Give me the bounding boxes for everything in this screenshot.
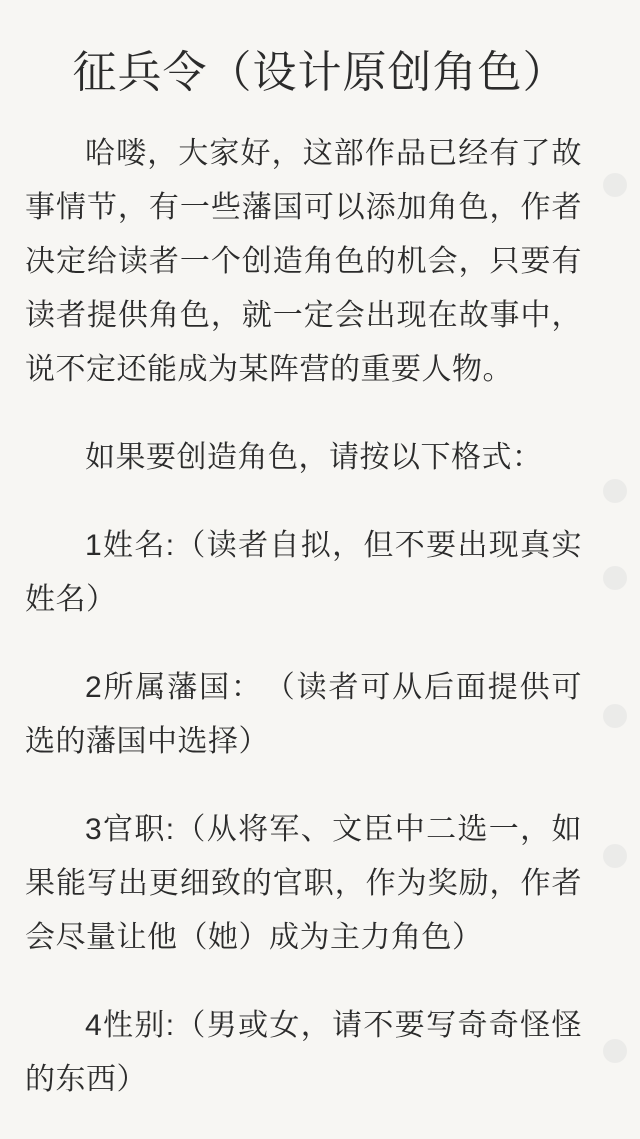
paragraph: 2所属藩国： （读者可从后面提供可选的藩国中选择） [25,671,582,758]
paragraph-comment-dot[interactable] [603,704,627,728]
paragraph-comment-dot[interactable] [603,566,627,590]
chapter-title: 征兵令（设计原创角色） [72,48,568,97]
paragraph: 3官职:（从将军、文臣中二选一，如果能写出更细致的官职，作为奖励，作者会尽量让他（她）成为主力角色） [25,813,582,954]
paragraph: 4性别:（男或女，请不要写奇奇怪怪的东西） [25,1009,582,1096]
paragraph: 如果要创造角色，请按以下格式： [85,441,543,474]
paragraph-comment-dot[interactable] [603,844,627,868]
paragraph: 哈喽，大家好，这部作品已经有了故事情节，有一些藩国可以添加角色，作者决定给读者一个创造角色的机会，只要有读者提供角色，就一定会出现在故事中，说不定还能成为某阵营的重要人物。 [25,137,582,386]
chapter-content [0,127,640,1107]
paragraph-comment-dot[interactable] [603,173,627,197]
paragraph: 1姓名:（读者自拟，但不要出现真实姓名） [25,529,582,616]
paragraph-comment-dot[interactable] [603,479,627,503]
paragraph-comment-dot[interactable] [603,1039,627,1063]
